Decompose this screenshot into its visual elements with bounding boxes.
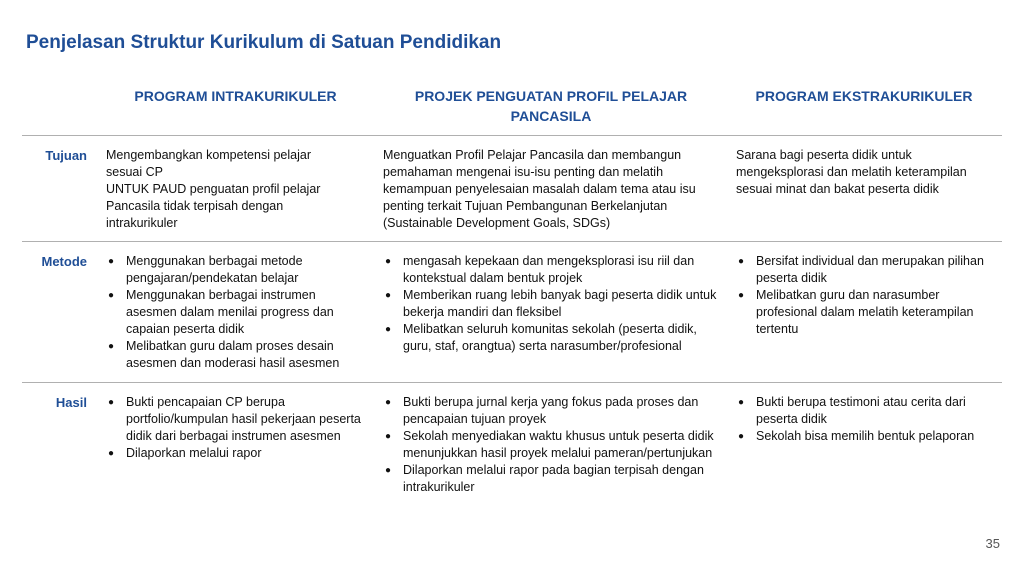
list-item [106, 394, 364, 445]
list-item-text: Memberikan ruang lebih banyak bagi peserta didik untuk bekerja mandiri dan fleksibel [403, 288, 717, 319]
cell-hasil-ekstra [736, 394, 994, 445]
list-item-text: Dilaporkan melalui rapor [126, 446, 262, 460]
list-item-text: Bukti berupa testimoni atau cerita dari peserta didik [756, 395, 966, 426]
cell-line: intrakurikuler [106, 216, 178, 230]
list-item [383, 287, 718, 321]
cell-line: sesuai CP [106, 165, 163, 179]
bullet-icon: ● [108, 341, 115, 352]
bullet-icon: ● [385, 324, 392, 335]
list-item [106, 338, 361, 372]
bullet-icon: ● [738, 397, 745, 408]
list-item-text: Melibatkan guru dan narasumber profesional dalam melatih keterampilan tertentu [756, 288, 974, 336]
list-item-text: Bukti pencapaian CP berupa portfolio/kumpulan hasil pekerjaan peserta didik dari berbagai instrumen asesmen [126, 395, 361, 443]
bullet-list [736, 394, 994, 445]
list-item [383, 253, 718, 287]
list-item [736, 428, 994, 445]
cell-hasil-intra [106, 394, 364, 462]
list-item-text: Menggunakan berbagai instrumen asesmen dalam menilai progress dan capaian peserta didik [126, 288, 334, 336]
column-header-projek: PROJEK PENGUATAN PROFIL PELAJAR PANCASILA [414, 88, 688, 124]
list-item-text: Bersifat individual dan merupakan pilihan peserta didik [756, 254, 984, 285]
bullet-icon: ● [108, 290, 115, 301]
bullet-icon: ● [108, 397, 115, 408]
bullet-icon: ● [385, 397, 392, 408]
list-item-text: Menggunakan berbagai metode pengajaran/pendekatan belajar [126, 254, 303, 285]
list-item-text: Melibatkan guru dalam proses desain asesmen dan moderasi hasil asesmen [126, 339, 340, 370]
column-header-ekstrakurikuler: PROGRAM EKSTRAKURIKULER [755, 88, 973, 104]
row-label-hasil: Hasil [55, 395, 87, 410]
list-item [383, 462, 718, 496]
page-number: 35 [985, 536, 1000, 551]
bullet-list [106, 253, 361, 372]
cell-line: UNTUK PAUD penguatan profil pelajar [106, 182, 321, 196]
cell-metode-projek [383, 253, 718, 355]
cell-tujuan-intra [106, 147, 366, 232]
list-item [736, 394, 994, 428]
list-item [383, 428, 718, 462]
list-item [106, 253, 361, 287]
list-item-text: Dilaporkan melalui rapor pada bagian terpisah dengan intrakurikuler [403, 463, 704, 494]
row-label-metode: Metode [41, 254, 87, 269]
bullet-icon: ● [385, 256, 392, 267]
list-item-text: Melibatkan seluruh komunitas sekolah (peserta didik, guru, staf, orangtua) serta narasumber/profesional [403, 322, 697, 353]
divider-metode [22, 382, 1002, 383]
page-title: Penjelasan Struktur Kurikulum di Satuan Pendidikan [26, 32, 502, 53]
bullet-list [383, 253, 718, 355]
list-item [106, 287, 361, 338]
bullet-icon: ● [738, 256, 745, 267]
cell-tujuan-ekstra: Sarana bagi peserta didik untuk mengeksplorasi dan melatih keterampilan sesuai minat dan bakat peserta didik [736, 148, 967, 196]
bullet-icon: ● [385, 431, 392, 442]
bullet-list [106, 394, 364, 462]
list-item [383, 321, 718, 355]
bullet-list [383, 394, 718, 496]
list-item [383, 394, 718, 428]
bullet-icon: ● [108, 448, 115, 459]
list-item [106, 445, 364, 462]
cell-metode-intra [106, 253, 361, 372]
row-label-tujuan: Tujuan [45, 148, 87, 163]
divider-header [22, 135, 1002, 136]
bullet-icon: ● [738, 290, 745, 301]
list-item [736, 287, 998, 338]
list-item-text: Bukti berupa jurnal kerja yang fokus pada proses dan pencapaian tujuan proyek [403, 395, 699, 426]
bullet-icon: ● [738, 431, 745, 442]
cell-hasil-projek [383, 394, 718, 496]
cell-line: Mengembangkan kompetensi pelajar [106, 148, 311, 162]
bullet-icon: ● [385, 290, 392, 301]
list-item-text: mengasah kepekaan dan mengeksplorasi isu riil dan kontekstual dalam bentuk projek [403, 254, 695, 285]
list-item-text: Sekolah bisa memilih bentuk pelaporan [756, 429, 975, 443]
column-header-intrakurikuler: PROGRAM INTRAKURIKULER [134, 88, 337, 104]
bullet-icon: ● [385, 465, 392, 476]
list-item-text: Sekolah menyediakan waktu khusus untuk peserta didik menunjukkan hasil proyek melalui pameran/pertunjukan [403, 429, 714, 460]
cell-tujuan-projek: Menguatkan Profil Pelajar Pancasila dan membangun pemahaman mengenai isu-isu penting dan melatih kemampuan penyelesaian masalah dalam tema atau isu penting terkait Tujuan Pembangunan Berkelanjutan (Sustainable Development Goals, SDGs) [383, 148, 696, 230]
cell-line: Pancasila tidak terpisah dengan [106, 199, 284, 213]
list-item [736, 253, 998, 287]
cell-metode-ekstra [736, 253, 998, 338]
bullet-icon: ● [108, 256, 115, 267]
bullet-list [736, 253, 998, 338]
divider-tujuan [22, 241, 1002, 242]
